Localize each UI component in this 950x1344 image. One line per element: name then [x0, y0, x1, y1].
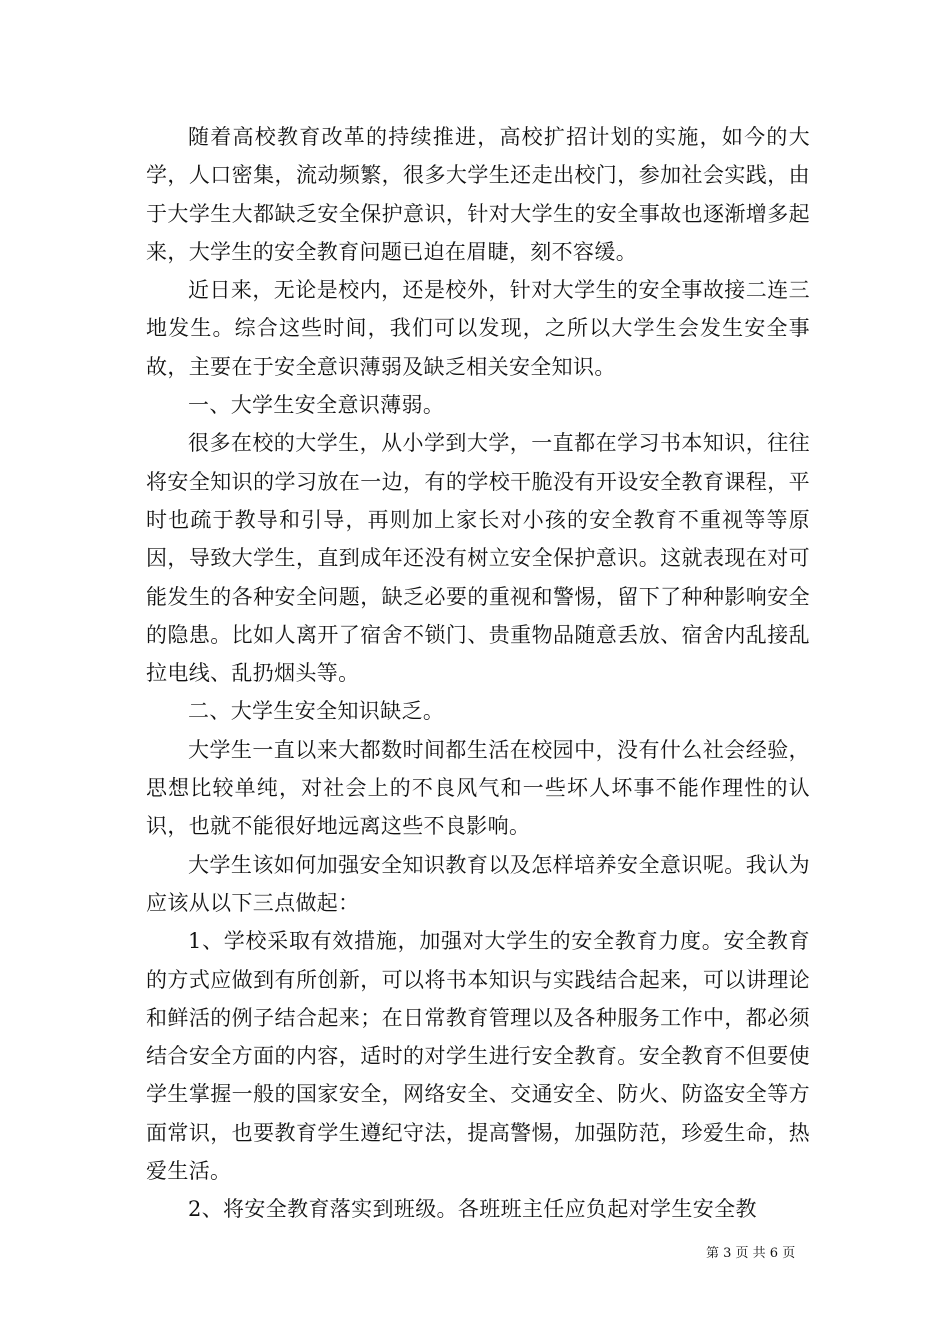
paragraph-6: 1、学校采取有效措施，加强对大学生的安全教育力度。安全教育的方式应做到有所创新，可以将书本知识与实践结合起来，可以讲理论和鲜活的例子结合起来；在日常教育管理以及各种服务工作中，都必须结合安全方面的内容，适时的对学生进行安全教育。安全教育不但要使学生掌握一般的国家安全，网络安全、交通安全、防火、防盗安全等方面常识，也要教育学生遵纪守法，提高警惕，加强防范，珍爱生命，热爱生活。: [146, 929, 810, 1184]
paragraph-4: 大学生一直以来大都数时间都生活在校园中，没有什么社会经验，思想比较单纯，对社会上的不良风气和一些坏人坏事不能作理性的认识，也就不能很好地远离这些不良影响。: [146, 737, 810, 839]
paragraph-5: 大学生该如何加强安全知识教育以及怎样培养安全意识呢。我认为应该从以下三点做起：: [146, 852, 810, 915]
section-heading-2: 二、大学生安全知识缺乏。: [188, 699, 445, 724]
document-body: [146, 118, 810, 1229]
paragraph-7: 2、将安全教育落实到班级。各班班主任应负起对学生安全教: [188, 1197, 757, 1222]
paragraph-3: 很多在校的大学生，从小学到大学，一直都在学习书本知识，往往将安全知识的学习放在一边，有的学校干脆没有开设安全教育课程，平时也疏于教导和引导，再则加上家长对小孩的安全教育不重视等等原因，导致大学生，直到成年还没有树立安全保护意识。这就表现在对可能发生的各种安全问题，缺乏必要的重视和警惕，留下了种种影响安全的隐患。比如人离开了宿舍不锁门、贵重物品随意丢放、宿舍内乱接乱拉电线、乱扔烟头等。: [146, 431, 810, 686]
section-heading-1: 一、大学生安全意识薄弱。: [188, 393, 445, 418]
page-number-footer: 第 3 页 共 6 页: [706, 1246, 796, 1261]
paragraph-1: 随着高校教育改革的持续推进，高校扩招计划的实施，如今的大学，人口密集，流动频繁，很多大学生还走出校门，参加社会实践，由于大学生大都缺乏安全保护意识，针对大学生的安全事故也逐渐增多起来，大学生的安全教育问题已迫在眉睫，刻不容缓。: [146, 125, 810, 264]
paragraph-2: 近日来，无论是校内，还是校外，针对大学生的安全事故接二连三地发生。综合这些时间，我们可以发现，之所以大学生会发生安全事故，主要在于安全意识薄弱及缺乏相关安全知识。: [146, 278, 810, 379]
